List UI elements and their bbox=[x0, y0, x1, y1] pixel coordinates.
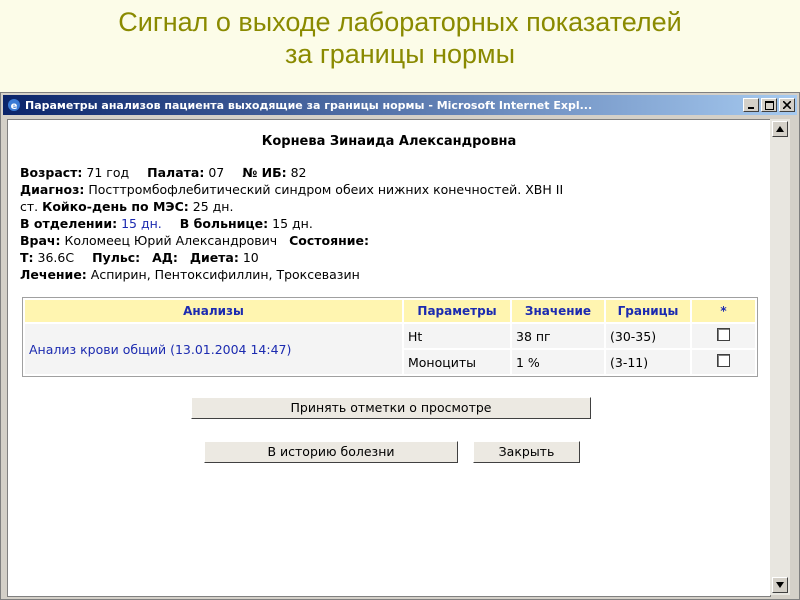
svg-text:e: e bbox=[10, 101, 18, 112]
minimize-button[interactable] bbox=[743, 98, 759, 112]
page-content bbox=[7, 119, 771, 597]
info-line-4 bbox=[20, 215, 760, 232]
maximize-button[interactable] bbox=[761, 98, 777, 112]
info-line-2 bbox=[20, 181, 760, 198]
bedday-label: Койко-день по МЭС: bbox=[42, 199, 189, 214]
table-row bbox=[25, 324, 755, 348]
scroll-down-button[interactable] bbox=[772, 577, 788, 593]
range-cell: (3-11) bbox=[606, 350, 690, 374]
mark-checkbox[interactable] bbox=[717, 354, 730, 367]
patient-name: Корнева Зинаида Александровна bbox=[261, 134, 517, 149]
mark-cell bbox=[692, 350, 755, 374]
ward-value: 07 bbox=[208, 165, 225, 180]
arrow-down-icon bbox=[776, 582, 784, 588]
slide-title-line2: за границы нормы bbox=[284, 39, 516, 69]
diagnosis-label: Диагноз: bbox=[20, 182, 85, 197]
diagnosis-value: Посттромбофлебитический синдром обеих нижних конечностей. ХВН II bbox=[88, 182, 564, 197]
close-icon bbox=[783, 101, 791, 109]
diagnosis-cont: ст. bbox=[20, 199, 39, 214]
info-line-7 bbox=[20, 266, 760, 283]
treatment-value: Аспирин, Пентоксифиллин, Троксевазин bbox=[90, 267, 360, 282]
range-cell: (30-35) bbox=[606, 324, 690, 348]
age-value: 71 год bbox=[86, 165, 130, 180]
temp-value: 36.6С bbox=[37, 250, 75, 265]
col-header-mark: * bbox=[692, 300, 755, 322]
window-title: Параметры анализов пациента выходящие за границы нормы - Microsoft Internet Expl... bbox=[25, 98, 593, 112]
col-header-analyses: Анализы bbox=[25, 300, 402, 322]
col-header-params: Параметры bbox=[404, 300, 510, 322]
dept-label: В отделении: bbox=[20, 216, 118, 231]
mark-checkbox[interactable] bbox=[717, 328, 730, 341]
pulse-label: Пульс: bbox=[92, 250, 141, 265]
value-cell: 38 пг bbox=[512, 324, 604, 348]
doctor-value: Коломеец Юрий Александрович bbox=[64, 233, 278, 248]
browser-window bbox=[0, 92, 800, 600]
info-line-1 bbox=[20, 164, 760, 181]
maximize-icon bbox=[765, 101, 774, 110]
analysis-name: Анализ крови общий (13.01.2004 14:47) bbox=[25, 324, 402, 374]
age-label: Возраст: bbox=[20, 165, 83, 180]
slide-title-line1: Сигнал о выходе лабораторных показателей bbox=[118, 7, 682, 37]
param-cell: Ht bbox=[404, 324, 510, 348]
close-button[interactable] bbox=[779, 98, 795, 112]
col-header-range: Границы bbox=[606, 300, 690, 322]
scroll-up-button[interactable] bbox=[772, 121, 788, 137]
info-line-5 bbox=[20, 232, 760, 249]
hosp-label: В больнице: bbox=[179, 216, 269, 231]
info-line-3 bbox=[20, 198, 760, 215]
case-label: № ИБ: bbox=[242, 165, 287, 180]
minimize-icon bbox=[747, 101, 755, 109]
ie-icon bbox=[6, 97, 22, 113]
mark-cell bbox=[692, 324, 755, 348]
case-value: 82 bbox=[290, 165, 307, 180]
param-cell: Моноциты bbox=[404, 350, 510, 374]
col-header-value: Значение bbox=[512, 300, 604, 322]
condition-label: Состояние: bbox=[289, 233, 370, 248]
bedday-value: 25 дн. bbox=[192, 199, 234, 214]
ward-label: Палата: bbox=[147, 165, 205, 180]
treatment-label: Лечение: bbox=[20, 267, 87, 282]
diet-value: 10 bbox=[242, 250, 259, 265]
slide-title bbox=[0, 6, 800, 70]
diet-label: Диета: bbox=[189, 250, 239, 265]
arrow-up-icon bbox=[776, 126, 784, 132]
results-table bbox=[22, 297, 758, 377]
close-page-button[interactable]: Закрыть bbox=[473, 441, 580, 463]
bp-label: АД: bbox=[152, 250, 178, 265]
temp-label: Т: bbox=[20, 250, 34, 265]
window-titlebar[interactable] bbox=[3, 95, 797, 115]
medical-history-button[interactable]: В историю болезни bbox=[204, 441, 458, 463]
accept-marks-button[interactable]: Принять отметки о просмотре bbox=[191, 397, 591, 419]
hosp-value: 15 дн. bbox=[272, 216, 313, 231]
table-header-row bbox=[25, 300, 755, 322]
patient-info bbox=[20, 164, 760, 283]
dept-value: 15 дн. bbox=[121, 216, 162, 231]
vertical-scrollbar[interactable] bbox=[770, 119, 790, 595]
info-line-6 bbox=[20, 249, 760, 266]
doctor-label: Врач: bbox=[20, 233, 61, 248]
value-cell: 1 % bbox=[512, 350, 604, 374]
